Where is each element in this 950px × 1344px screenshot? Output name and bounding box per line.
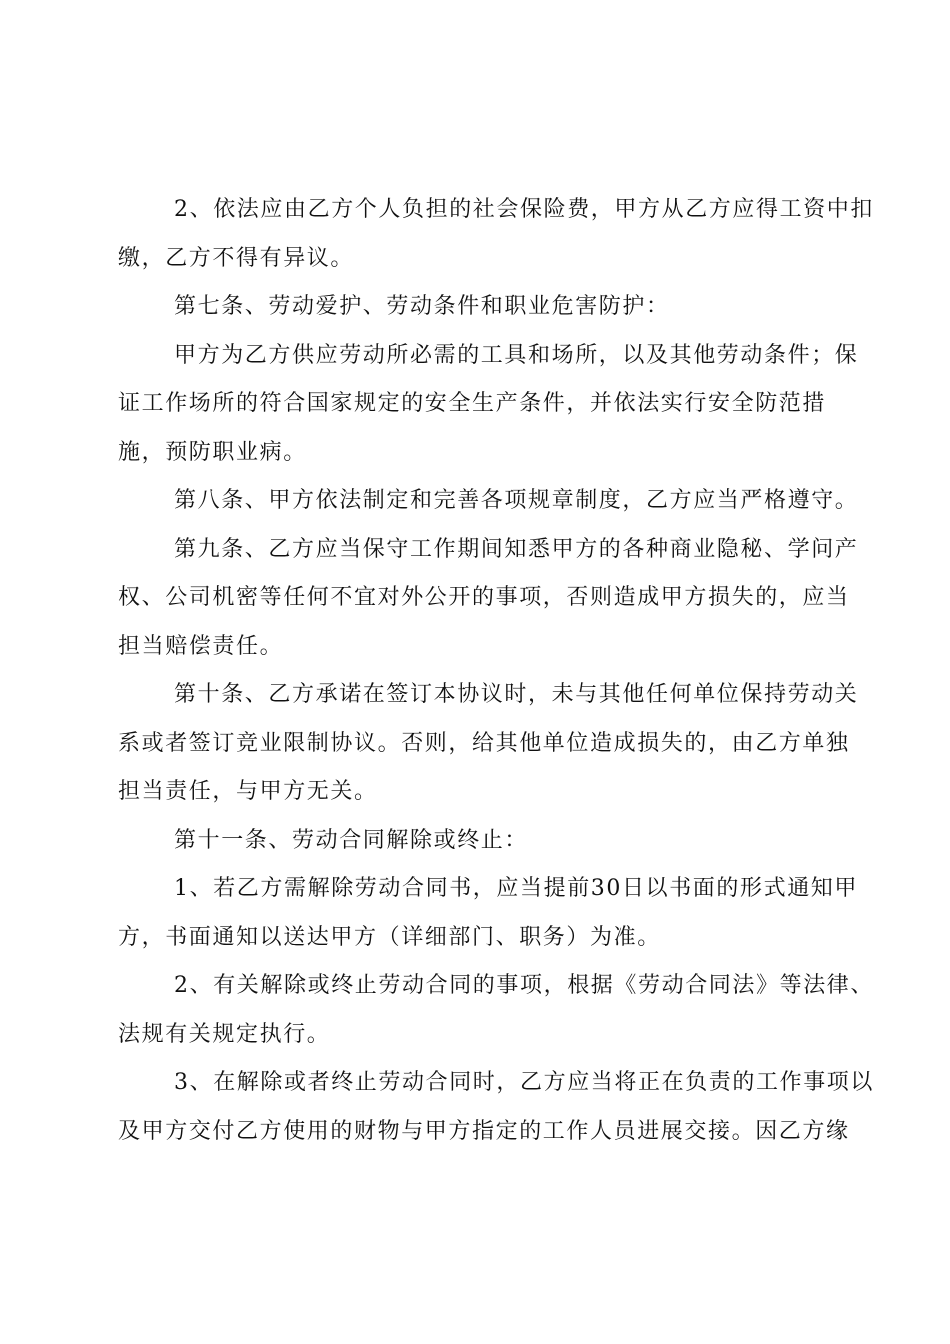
article-7-heading xyxy=(118,283,830,332)
text-line: 甲方为乙方供应劳动所必需的工具和场所，以及其他劳动条件；保 xyxy=(174,342,859,368)
clause-11-3 xyxy=(118,1059,874,1156)
text-line: 证工作场所的符合国家规定的安全生产条件，并依法实行安全防范措 xyxy=(118,391,827,416)
text-line: 权、公司机密等任何不宜对外公开的事项，否则造成甲方损失的，应当 xyxy=(118,585,850,610)
text-line: 第十一条、劳动合同解除或终止： xyxy=(174,827,529,853)
text-line: 及甲方交付乙方使用的财物与甲方指定的工作人员进展交接。因乙方缘 xyxy=(118,1118,850,1144)
text-line: 系或者签订竞业限制协议。否则，给其他单位造成损失的，由乙方单独 xyxy=(118,730,850,756)
text-line: 2、有关解除或终止劳动合同的事项，根据《劳动合同法》等法律、 xyxy=(174,973,874,998)
text-line: 2、依法应由乙方个人负担的社会保险费，甲方从乙方应得工资中扣 xyxy=(174,197,874,222)
text-line: 担当赔偿责任。 xyxy=(118,633,284,659)
article-10 xyxy=(118,671,859,817)
text-line: 第九条、乙方应当保守工作期间知悉甲方的各种商业隐秘、学问产 xyxy=(174,536,859,562)
paragraph-labor-conditions xyxy=(118,332,859,478)
text-line: 3、在解除或者终止劳动合同时，乙方应当将正在负责的工作事项以 xyxy=(174,1070,874,1095)
clause-11-1 xyxy=(118,865,858,962)
text-line: 施，预防职业病。 xyxy=(118,439,307,465)
paragraph-social-insurance-deduction xyxy=(118,186,874,283)
text-line: 担当责任，与甲方无关。 xyxy=(118,779,378,804)
text-line: 第八条、甲方依法制定和完善各项规章制度，乙方应当严格遵守。 xyxy=(174,488,859,513)
text-line: 法规有关规定执行。 xyxy=(118,1021,331,1047)
text-line: 第七条、劳动爱护、劳动条件和职业危害防护： xyxy=(174,294,670,319)
document-body xyxy=(118,186,874,1156)
article-8 xyxy=(118,477,859,526)
text-line: 第十条、乙方承诺在签订本协议时，未与其他任何单位保持劳动关 xyxy=(174,682,859,707)
text-line: 方，书面通知以送达甲方（详细部门、职务）为准。 xyxy=(118,924,661,950)
article-11-heading xyxy=(118,817,830,866)
text-line: 缴，乙方不得有异议。 xyxy=(118,245,355,271)
article-9 xyxy=(118,526,859,672)
text-line: 1、若乙方需解除劳动合同书，应当提前30日以书面的形式通知甲 xyxy=(174,876,858,901)
clause-11-2 xyxy=(118,962,874,1059)
